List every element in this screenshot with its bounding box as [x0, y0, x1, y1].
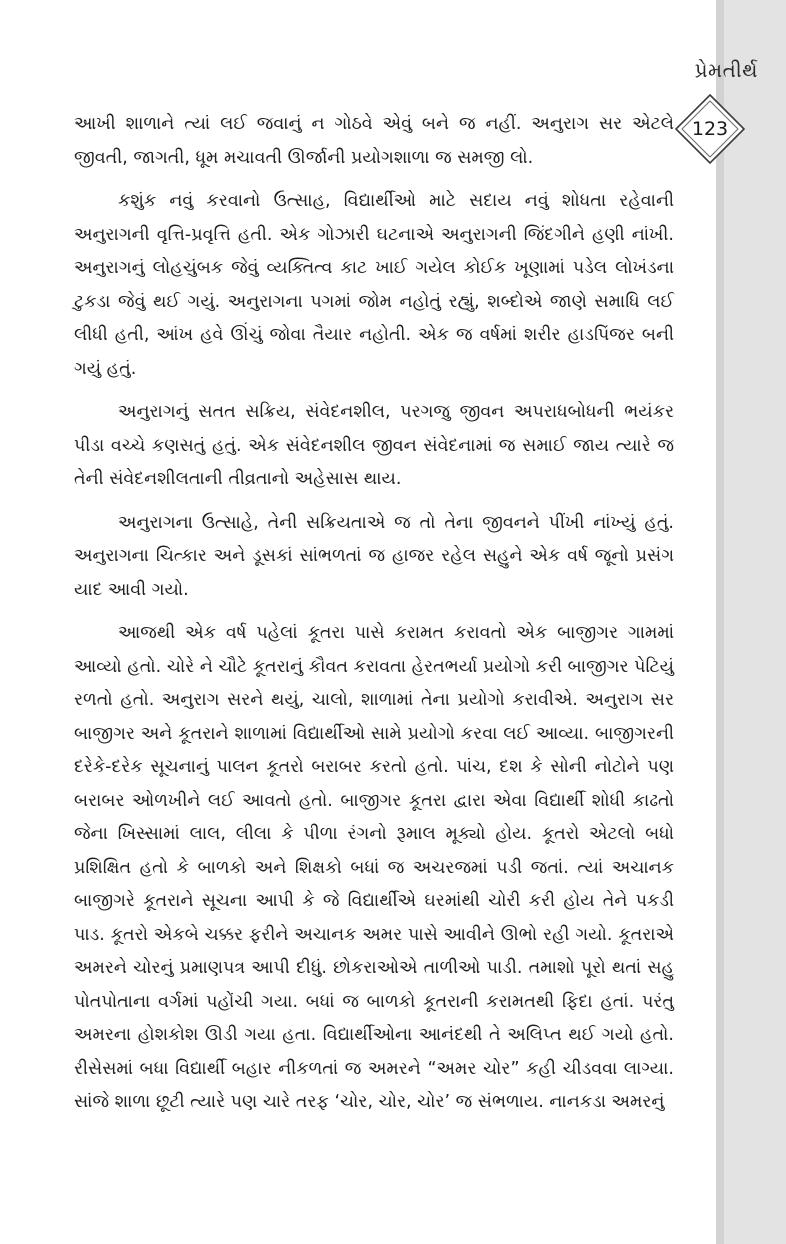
paragraph-5: આજથી એક વર્ષ પહેલાં કૂતરા પાસે કરામત કરાવતો એક બાજીગર ગામમાં આવ્યો હતો. ચોરે ને ચૌટે કૂતરાનું કૌવત કરાવતા હેરતભર્યા પ્રયોગો કરી બાજીગર પેટિયું રળતો હતો. અનુરાગ સરને થયું, ચાલો, શાળામાં તેના પ્રયોગો કરાવીએ. અનુરાગ સર બાજીગર અને કૂતરાને શાળામાં વિદ્યાર્થીઓ સામે પ્રયોગો કરવા લઈ આવ્યા. બાજીગરની દરેકે-દરેક સૂચનાનું પાલન કૂતરો બરાબર કરતો હતો. પાંચ, દશ કે સોની નોટોને પણ બરાબર ઓળખીને લઈ આવતો હતો. બાજીગર કૂતરા દ્વારા એવા વિદ્યાર્થી શોધી કાઢતો જેના ખિસ્સામાં લાલ, લીલા કે પીળા રંગનો રૂમાલ મૂક્યો હોય. કૂતરો એટલો બધો પ્રશિક્ષિત હતો કે બાળકો અને શિક્ષકો બધાં જ અચરજમાં પડી જતાં. ત્યાં અચાનક બાજીગરે કૂતરાને સૂચના આપી કે જે વિદ્યાર્થીએ ઘરમાંથી ચોરી કરી હોય તેને પકડી પાડ. કૂતરો એકબે ચક્કર ફરીને અચાનક અમર પાસે આવીને ઊભો રહી ગયો. કૂતરાએ અમરને ચોરનું પ્રમાણપત્ર આપી દીધું. છોકરાઓએ તાળીઓ પાડી. તમાશો પૂરો થતાં સહુ પોતપોતાના વર્ગમાં પહોંચી ગયા. બધાં જ બાળકો કૂતરાની કરામતથી ફિદા હતાં. પરંતુ અમરના હોશકોશ ઊડી ગયા હતા. વિદ્યાર્થીઓના આનંદથી તે અલિપ્ત થઈ ગયો હતો. રીસેસમાં બધા વિદ્યાર્થી બહાર નીકળતાં જ અમરને “અમર ચોર” કહી ચીડવવા લાગ્યા. સાંજે શાળા છૂટી ત્યારે પણ ચારે તરફ ‘ચોર, ચોર, ચોર’ જ સંભળાય. નાનકડા અમરનું	[74, 623, 674, 1112]
paragraph-3: અનુરાગનું સતત સક્રિય, સંવેદનશીલ, પરગજુ જીવન અપરાધબોધની ભયંકર પીડા વચ્ચે કણસતું હતું. એક સંવેદનશીલ જીવન સંવેદનામાં જ સમાઈ જાય ત્યારે જ તેની સંવેદનશીલતાની તીવ્રતાનો અહેસાસ થાય.	[74, 402, 674, 489]
side-band-shading	[716, 0, 786, 1244]
running-header-book-title: પ્રેમતીર્થ	[694, 58, 758, 82]
page-number-badge	[674, 93, 746, 165]
page-number: 123	[691, 118, 729, 140]
paragraph-2: કશુંક નવું કરવાનો ઉત્સાહ, વિદ્યાર્થીઓ માટે સદાય નવું શોધતા રહેવાની અનુરાગની વૃત્તિ-પ્રવૃત્તિ હતી. એક ગોઝારી ઘટનાએ અનુરાગની જિંદગીને હણી નાંખી. અનુરાગનું લોહચુંબક જેવું વ્યક્તિત્વ કાટ ખાઈ ગયેલ કોઈક ખૂણામાં પડેલ લોખંડના ટુકડા જેવું થઈ ગયું. અનુરાગના પગમાં જોમ નહોતું રહ્યું, શબ્દોએ જાણે સમાધિ લઈ લીધી હતી, આંખ હવે ઊંચું જોવા તૈયાર નહોતી. એક જ વર્ષમાં શરીર હાડપિંજર બની ગયું હતું.	[74, 191, 674, 379]
paragraph-4: અનુરાગના ઉત્સાહે, તેની સક્રિયતાએ જ તો તેના જીવનને પીંખી નાંખ્યું હતું. અનુરાગના ચિત્કાર અને ડૂસકાં સાંભળતાં જ હાજર રહેલ સહુને એક વર્ષ જૂનો પ્રસંગ યાદ આવી ગયો.	[74, 512, 674, 600]
page-side-band	[716, 0, 786, 1244]
page-body	[74, 108, 674, 1130]
paragraph-1: આખી શાળાને ત્યાં લઈ જવાનું ન ગોઠવે એવું બને જ નહીં. અનુરાગ સર એટલે જીવતી, જાગતી, ધૂમ મચાવતી ઊર્જાની પ્રયોગશાળા જ સમજી લો.	[74, 114, 674, 168]
